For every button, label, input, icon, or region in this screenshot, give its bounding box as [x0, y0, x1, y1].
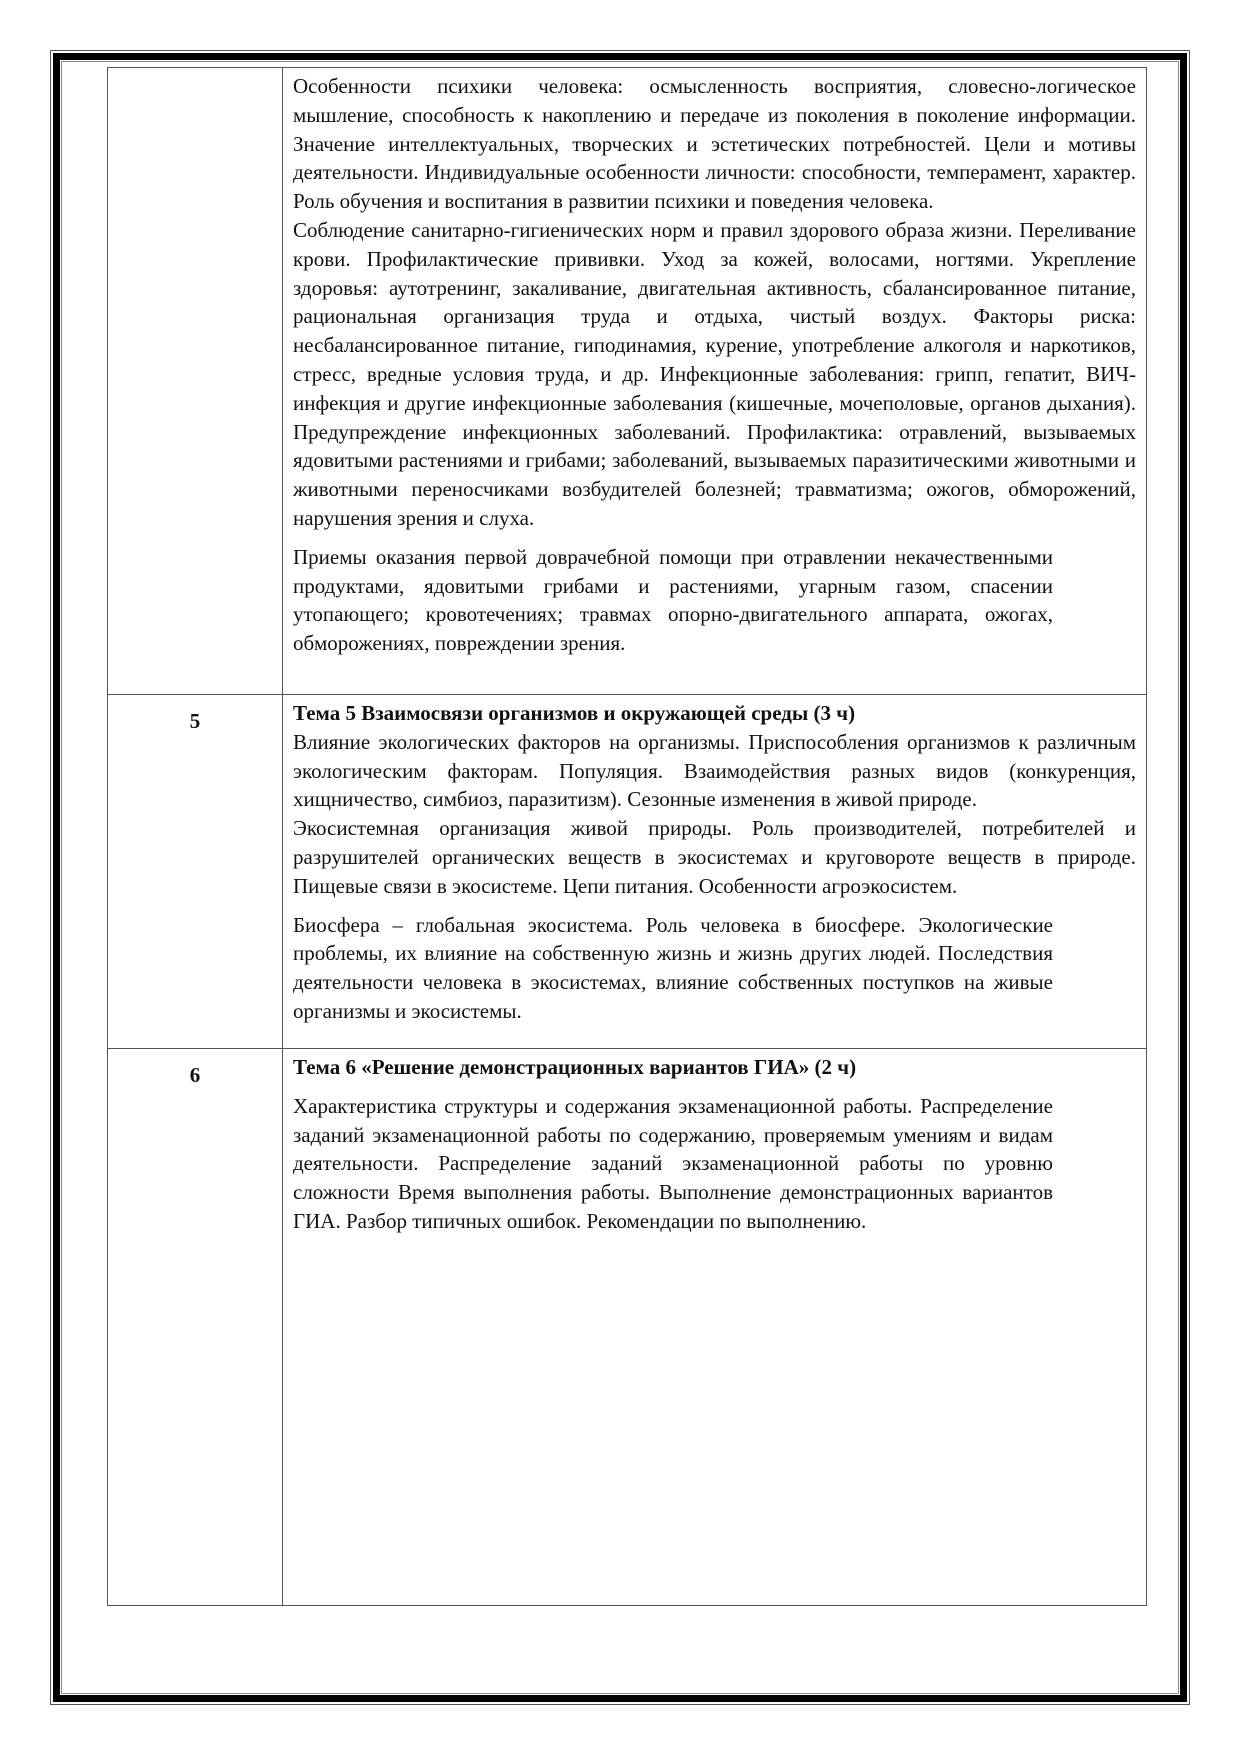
row-content-cell: [283, 695, 1147, 1049]
paragraph-first-aid: Приемы оказания первой доврачебной помощи при отравлении некачественными продуктами, ядовитыми грибами и растениями, угарным газом, спасении утопающего; кровотечениях; травмах опорно-двигательного аппарата, ожогах, обморожениях, повреждении зрения.: [293, 544, 1053, 656]
row-number-cell: 6: [108, 1049, 283, 1606]
paragraph-ecosystems: Экосистемная организация живой природы. Роль производителей, потребителей и разрушителей органических веществ в экосистемах и круговороте веществ в природе. Пищевые связи в экосистеме. Цепи питания. Особенности агроэкосистем.: [293, 816, 1136, 898]
topic-title: Тема 5 Взаимосвязи организмов и окружающей среды (3 ч): [293, 701, 856, 725]
paragraph-psychology: Особенности психики человека: осмысленность восприятия, словесно-логическое мышление, способность к накоплению и передаче из поколения в поколение информации. Значение интеллектуальных, творческих и эстетических потребностей. Цели и мотивы деятельности. Индивидуальные особенности личности: способности, темперамент, характер. Роль обучения и воспитания в развитии психики и поведения человека.: [293, 74, 1136, 214]
row-number-cell: [108, 68, 283, 695]
paragraph-hygiene: Соблюдение санитарно-гигиенических норм и правил здорового образа жизни. Переливание крови. Профилактические прививки. Уход за кожей, волосами, ногтями. Укрепление здоровья: аутотренинг, закаливание, двигательная активность, сбалансированное питание, рациональная организация труда и отдыха, чистый воздух. Факторы риска: несбалансированное питание, гиподинамия, курение, употребление алкоголя и наркотиков, стресс, вредные условия труда, и др. Инфекционные заболевания: грипп, гепатит, ВИЧ-инфекция и другие инфекционные заболевания (кишечные, мочеполовые, органов дыхания). Предупреждение инфекционных заболеваний. Профилактика: отравлений, вызываемых ядовитыми растениями и грибами; заболеваний, вызываемых паразитическими животными и животными переносчиками возбудителей болезней; травматизма; ожогов, обморожений, нарушения зрения и слуха.: [293, 217, 1136, 530]
paragraph-ecological-factors: Влияние экологических факторов на организмы. Приспособления организмов к различным экологическим факторам. Популяция. Взаимодействия разных видов (конкуренция, хищничество, симбиоз, паразитизм). Сезонные изменения в живой природе.: [293, 729, 1136, 812]
row-content-cell: [283, 1049, 1147, 1606]
row-content-cell: [283, 68, 1147, 695]
table-row: [108, 695, 1147, 1049]
table-row: [108, 1049, 1147, 1606]
topic-title: Тема 6 «Решение демонстрационных вариантов ГИА» (2 ч): [293, 1055, 857, 1079]
paragraph-exam-structure: Характеристика структуры и содержания экзаменационной работы. Распределение заданий экзаменационной работы по содержанию, проверяемым умениям и видам деятельности. Распределение заданий экзаменационной работы по уровню сложности Время выполнения работы. Выполнение демонстрационных вариантов ГИА. Разбор типичных ошибок. Рекомендации по выполнению.: [293, 1093, 1053, 1233]
paragraph-biosphere: Биосфера – глобальная экосистема. Роль человека в биосфере. Экологические проблемы, их влияние на собственную жизнь и жизнь других людей. Последствия деятельности человека в экосистемах, влияние собственных поступков на живые организмы и экосистемы.: [293, 912, 1053, 1023]
table-row: [108, 68, 1147, 695]
row-number-cell: 5: [108, 695, 283, 1049]
curriculum-table: [107, 67, 1147, 1606]
